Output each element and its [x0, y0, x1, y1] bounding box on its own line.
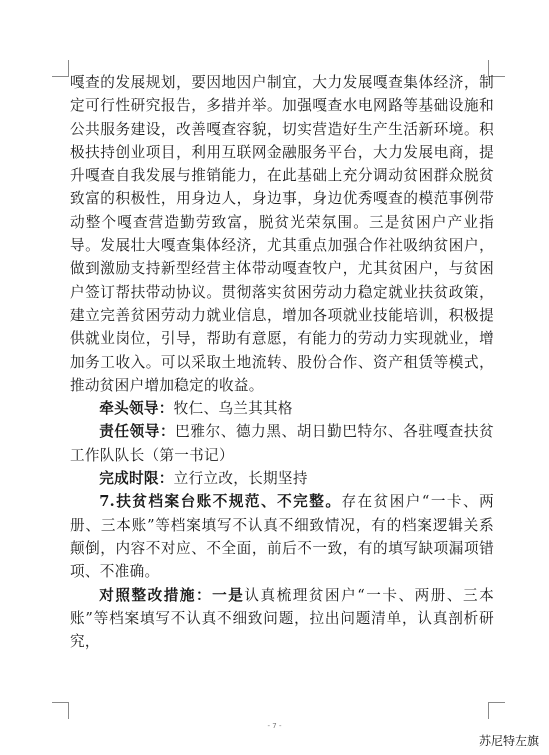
crop-mark-bottom-left [52, 702, 69, 719]
lead-leader-label: 牵头领导： [99, 400, 174, 418]
deadline-line [70, 467, 494, 490]
lead-leader-value: 牧仁、乌兰其其格 [173, 400, 293, 418]
rectification-measures-body: 认真梳理贫困户“一卡、两册、三本账”等档案填写不认真不细致问题，拉出问题清单，认真剖析研究， [70, 586, 494, 651]
responsible-leader-label: 责任领导： [99, 423, 176, 441]
item-7-title: 7.扶贫档案台账不规范、不完整。 [99, 493, 342, 511]
item-7-paragraph [70, 490, 494, 583]
crop-mark-bottom-right [488, 702, 505, 719]
page-number: - 7 - [267, 722, 282, 730]
source-watermark: 苏尼特左旗 [478, 734, 539, 748]
deadline-value: 立行立改，长期坚持 [173, 470, 308, 488]
document-body [70, 71, 494, 653]
paragraph-development-plan: 嘎查的发展规划，要因地因户制宜，大力发展嘎查集体经济，制定可行性研究报告，多措并举。加强嘎查水电网路等基础设施和公共服务建设，改善嘎查容貌，切实营造好生产生活新环境。积极扶持创业项目，利用互联网金融服务平台，大力发展电商，提升嘎查自我发展与推销能力，在此基础上充分调动贫困群众脱贫致富的积极性，用身边人，身边事，身边优秀嘎查的模范事例带动整个嘎查营造勤劳致富，脱贫光荣氛围。三是贫困户产业指导。发展壮大嘎查集体经济，尤其重点加强合作社吸纳贫困户，做到激励支持新型经营主体带动嘎查牧户，尤其贫困户，与贫困户签订帮扶带动协议。贯彻落实贫困劳动力稳定就业扶贫政策，建立完善贫困劳动力就业信息，增加各项就业技能培训，积极提供就业岗位，引导，帮助有意愿，有能力的劳动力实现就业，增加务工收入。可以采取土地流转、股份合作、资产租赁等模式，推动贫困户增加稳定的收益。 [70, 74, 494, 394]
responsible-leader-line [70, 420, 494, 467]
deadline-label: 完成时限： [99, 470, 174, 488]
measure-first-marker: 一是 [212, 586, 245, 604]
crop-mark-top-left [52, 60, 69, 77]
lead-leader-line [70, 397, 494, 420]
rectification-measures-label: 对照整改措施： [99, 586, 213, 604]
item-7-body: 存在贫困户“一卡、两册、三本账”等档案填写不认真不细致情况，有的档案逻辑关系颠倒，内容不对应、不全面，前后不一致，有的填写缺项漏项错项、不准确。 [70, 493, 494, 581]
responsible-leader-value: 巴雅尔、德力黑、胡日勤巴特尔、各驻嘎查扶贫工作队队长（第一书记） [70, 423, 494, 464]
rectification-measures-paragraph [70, 584, 494, 654]
